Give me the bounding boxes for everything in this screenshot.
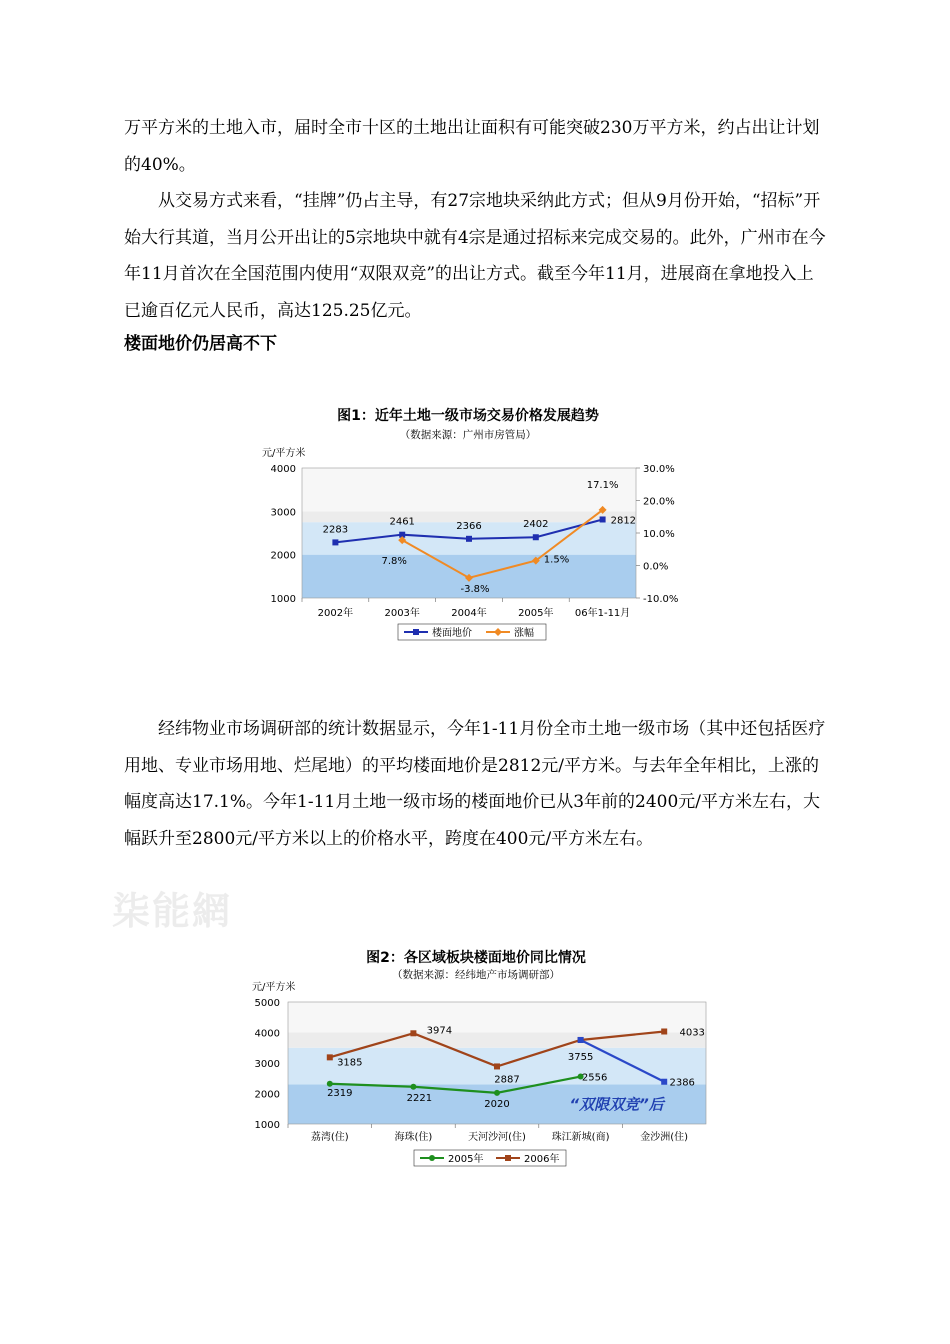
band-gray: [288, 1033, 706, 1048]
x-tick-label: 荔湾(住): [310, 1132, 349, 1143]
x-tick-label: 2005年: [518, 608, 554, 619]
data-point: [410, 1030, 416, 1036]
chart-1-ylabel: 元/平方米: [262, 448, 306, 459]
legend-label-1: 涨幅: [514, 628, 534, 639]
y-tick-label: 1000: [270, 594, 296, 605]
chart-annotation: “双限双竞”后: [569, 1095, 664, 1114]
paragraph-3: 经纬物业市场调研部的统计数据显示，今年1-11月份全市土地一级市场（其中还包括医疗用地、专业市场用地、烂尾地）的平均楼面地价是2812元/平方米。与去年全年相比，上涨的幅度高达17.1%。今年1-11月土地一级市场的楼面地价已从3年前的2400元/平方米左右，大幅跃升至2800元/平方米以上的价格水平，跨度在400元/平方米左右。: [124, 719, 826, 849]
y-tick-label: 2000: [270, 550, 296, 562]
legend-marker-1: [505, 1155, 511, 1161]
data-label: 2402: [523, 519, 549, 531]
data-label: 3185: [337, 1057, 363, 1069]
y-tick-label: 5000: [254, 998, 280, 1009]
data-point: [494, 1090, 500, 1096]
data-label: 4033: [679, 1027, 705, 1039]
data-point: [578, 1037, 584, 1043]
data-label: 2366: [456, 520, 482, 532]
y-tick-label: 3000: [254, 1059, 280, 1070]
data-label: 3974: [426, 1025, 453, 1037]
y-tick-label: 4000: [270, 464, 296, 475]
data-point: [661, 1079, 667, 1085]
watermark: 柒能網: [112, 888, 233, 933]
data-point: [327, 1054, 333, 1060]
chart-1-title: 图1：近年土地一级市场交易价格发展趋势: [337, 408, 599, 424]
data-label: 7.8%: [381, 556, 407, 568]
x-tick-label: 金沙洲(住): [640, 1132, 689, 1143]
chart-1: [258, 398, 678, 648]
y2-tick-label: 10.0%: [643, 529, 675, 540]
y-tick-label: 2000: [254, 1089, 280, 1101]
chart-2-ylabel: 元/平方米: [252, 982, 296, 993]
legend-marker-0: [429, 1155, 435, 1161]
x-tick-label: 2003年: [384, 608, 420, 619]
chart-2: [238, 938, 708, 1178]
y-tick-label: 4000: [254, 1028, 280, 1040]
legend-label-0: 楼面地价: [432, 628, 472, 639]
data-label: 2386: [669, 1077, 695, 1089]
band-top: [288, 1002, 706, 1033]
data-point: [332, 539, 338, 545]
data-label: 2020: [484, 1098, 510, 1110]
y2-tick-label: -10.0%: [643, 594, 678, 605]
legend-label-1: 2006年: [524, 1154, 560, 1165]
data-label: -3.8%: [460, 583, 490, 595]
chart-2-title: 图2：各区域板块楼面地价同比情况: [366, 950, 586, 966]
data-label: 3755: [567, 1051, 594, 1063]
y-tick-label: 3000: [270, 507, 296, 519]
x-tick-label: 珠江新城(商): [551, 1132, 610, 1143]
data-label: 2812: [610, 515, 637, 527]
data-label: 2887: [494, 1074, 520, 1086]
data-point: [466, 536, 472, 542]
legend-label-0: 2005年: [448, 1154, 484, 1165]
section-heading: 楼面地价仍居高不下: [124, 334, 277, 354]
data-point: [661, 1028, 667, 1034]
y2-tick-label: 0.0%: [643, 561, 669, 573]
chart-2-svg: [238, 938, 708, 1178]
data-label: 1.5%: [543, 554, 570, 566]
chart-2-subtitle: （数据来源：经纬地产市场调研部）: [392, 969, 560, 981]
data-label: 2221: [406, 1092, 433, 1104]
paragraph-2: 从交易方式来看，“挂牌”仍占主导，有27宗地块采纳此方式；但从9月份开始，“招标”开始大行其道，当月公开出让的5宗地块中就有4宗是通过招标来完成交易的。此外，广州市在今年11月首次在全国范围内使用“双限双竞”的出让方式。截至今年11月，进展商在拿地投入上已逾百亿元人民币，高达125.25亿元。: [124, 191, 826, 321]
chart-1-svg: [258, 398, 678, 648]
y2-tick-label: 20.0%: [643, 496, 675, 508]
data-point: [410, 1084, 416, 1090]
data-point: [494, 1063, 500, 1069]
x-tick-label: 天河沙河(住): [468, 1132, 526, 1143]
data-label: 2319: [327, 1087, 353, 1099]
legend-marker-0: [413, 629, 419, 635]
chart-1-subtitle: （数据来源：广州市房管局）: [399, 429, 537, 441]
paragraph-1: 万平方米的土地入市，届时全市十区的土地出让面积有可能突破230万平方米，约占出让计划的40%。: [124, 118, 820, 175]
data-point: [327, 1081, 333, 1087]
data-point: [600, 516, 606, 522]
x-tick-label: 06年1-11月: [574, 608, 631, 619]
data-label: 2556: [581, 1072, 608, 1084]
x-tick-label: 2002年: [317, 608, 354, 619]
y-tick-label: 1000: [254, 1120, 280, 1131]
x-tick-label: 海珠(住): [394, 1132, 433, 1143]
data-label: 2283: [322, 524, 349, 536]
x-tick-label: 2004年: [451, 608, 487, 619]
data-label: 17.1%: [586, 479, 619, 491]
data-label: 2461: [389, 516, 415, 528]
y2-tick-label: 30.0%: [643, 464, 675, 475]
data-point: [533, 534, 539, 540]
